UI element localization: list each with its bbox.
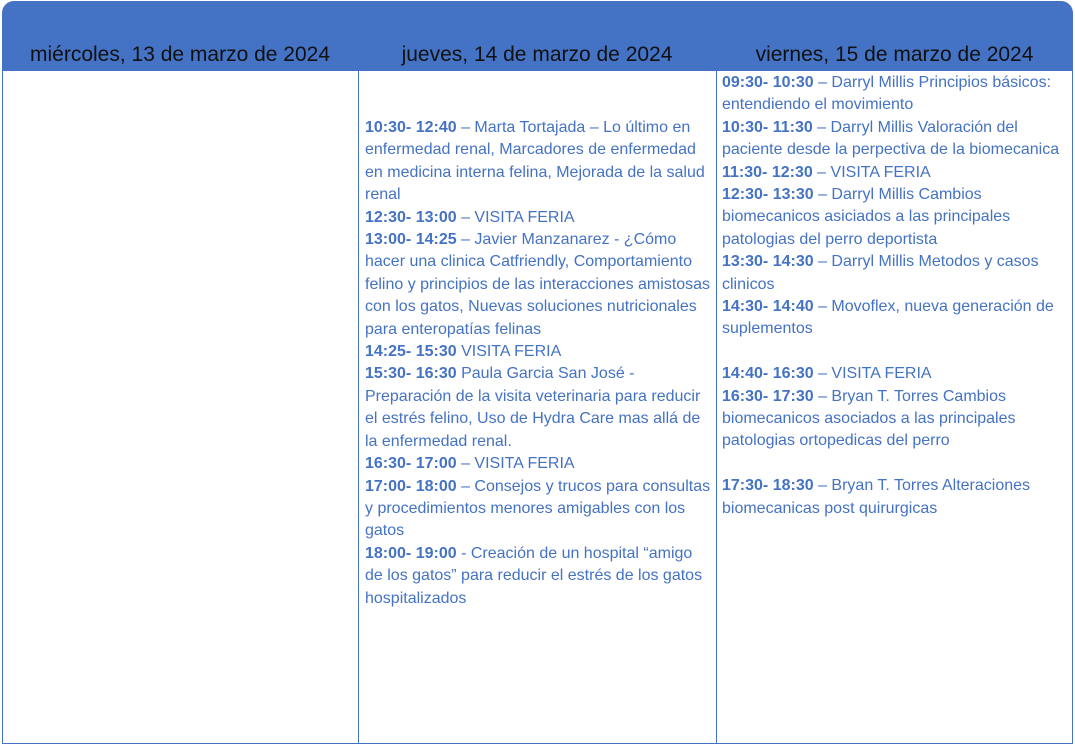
entry-text: – VISITA FERIA: [813, 365, 932, 383]
schedule-entry: [365, 117, 713, 207]
schedule-entry: [722, 72, 1070, 117]
entry-text: VISITA FERIA: [456, 343, 562, 361]
entry-time: 12:30- 13:00: [365, 208, 457, 226]
thursday-cell: [365, 117, 713, 610]
schedule-entry: [365, 363, 713, 453]
column-divider: [716, 71, 717, 744]
entry-text: – Darryl Millis Principios básicos: entendiendo el movimiento: [722, 74, 1052, 114]
spacer: [722, 341, 1070, 363]
schedule-entry: [365, 341, 713, 363]
friday-cell: [722, 72, 1070, 520]
entry-text: – VISITA FERIA: [456, 455, 575, 473]
entry-text: – Bryan T. Torres Alteraciones biomecanicas post quirurgicas: [722, 477, 1031, 517]
header-thursday: jueves, 14 de marzo de 2024: [401, 43, 673, 66]
entry-time: 17:00- 18:00: [365, 477, 457, 495]
entry-time: 14:30- 14:40: [722, 298, 814, 316]
entry-time: 10:30- 12:40: [365, 119, 457, 136]
entry-time: 16:30- 17:00: [365, 455, 457, 473]
schedule-entry: [722, 184, 1070, 251]
entry-text: – Darryl Millis Metodos y casos clinicos: [722, 253, 1039, 293]
spacer: [722, 453, 1070, 475]
entry-text: Paula Garcia San José - Preparación de la visita veterinaria para reducir el estrés felino, Uso de Hydra Care mas allá de la enfermedad renal.: [365, 365, 701, 450]
entry-time: 11:30- 12:30: [722, 163, 813, 181]
entry-time: 10:30- 11:30: [722, 118, 813, 136]
schedule-entry: [365, 229, 713, 341]
entry-text: – VISITA FERIA: [812, 163, 931, 181]
header-wednesday: miércoles, 13 de marzo de 2024: [30, 43, 330, 66]
entry-text: – Darryl Millis Valoración del paciente desde la perpectiva de la biomecanica: [722, 118, 1060, 159]
schedule-entry: [365, 543, 713, 610]
entry-time: 13:30- 14:30: [722, 253, 814, 271]
column-divider: [358, 71, 359, 744]
entry-time: 12:30- 13:30: [722, 186, 814, 204]
schedule-entry: [722, 117, 1070, 162]
entry-text: - Creación de un hospital “amigo de los gatos” para reducir el estrés de los gatos hospitalizados: [365, 544, 703, 607]
schedule-entry: [722, 251, 1070, 296]
schedule-entry: [722, 363, 1070, 385]
entry-time: 18:00- 19:00: [365, 544, 457, 562]
schedule-entry: [722, 162, 1070, 184]
entry-time: 17:30- 18:30: [722, 477, 814, 495]
entry-time: 14:25- 15:30: [365, 343, 457, 361]
entry-time: 13:00- 14:25: [365, 231, 457, 249]
schedule-entry: [722, 296, 1070, 341]
entry-time: 09:30- 10:30: [722, 74, 814, 91]
schedule-entry: [365, 476, 713, 543]
entry-time: 15:30- 16:30: [365, 365, 457, 383]
entry-time: 14:40- 16:30: [722, 365, 814, 383]
entry-text: – Marta Tortajada – Lo último en enfermedad renal, Marcadores de enfermedad en medicina interna felina, Mejorada de la salud renal: [365, 119, 705, 204]
schedule-entry: [722, 475, 1070, 520]
entry-time: 16:30- 17:30: [722, 387, 814, 405]
entry-text: – Movoflex, nueva generación de suplementos: [722, 298, 1054, 338]
entry-text: – Consejos y trucos para consultas y procedimientos menores amigables con los gatos: [365, 477, 711, 540]
header-friday: viernes, 15 de marzo de 2024: [755, 43, 1034, 66]
schedule-entry: [722, 386, 1070, 453]
entry-text: – Bryan T. Torres Cambios biomecanicos asociados a las principales patologias ortopedicas del perro: [722, 387, 1016, 450]
schedule-entry: [365, 453, 713, 475]
entry-text: – Darryl Millis Cambios biomecanicos asiciados a las principales patologias del perro deportista: [722, 186, 1011, 248]
entry-text: – Javier Manzanarez - ¿Cómo hacer una clinica Catfriendly, Comportamiento felino y principios de las interacciones amistosas con los gatos, Nuevas soluciones nutricionales para enteropatías felinas: [365, 231, 711, 338]
entry-text: – VISITA FERIA: [456, 208, 575, 226]
schedule-entry: [365, 207, 713, 229]
